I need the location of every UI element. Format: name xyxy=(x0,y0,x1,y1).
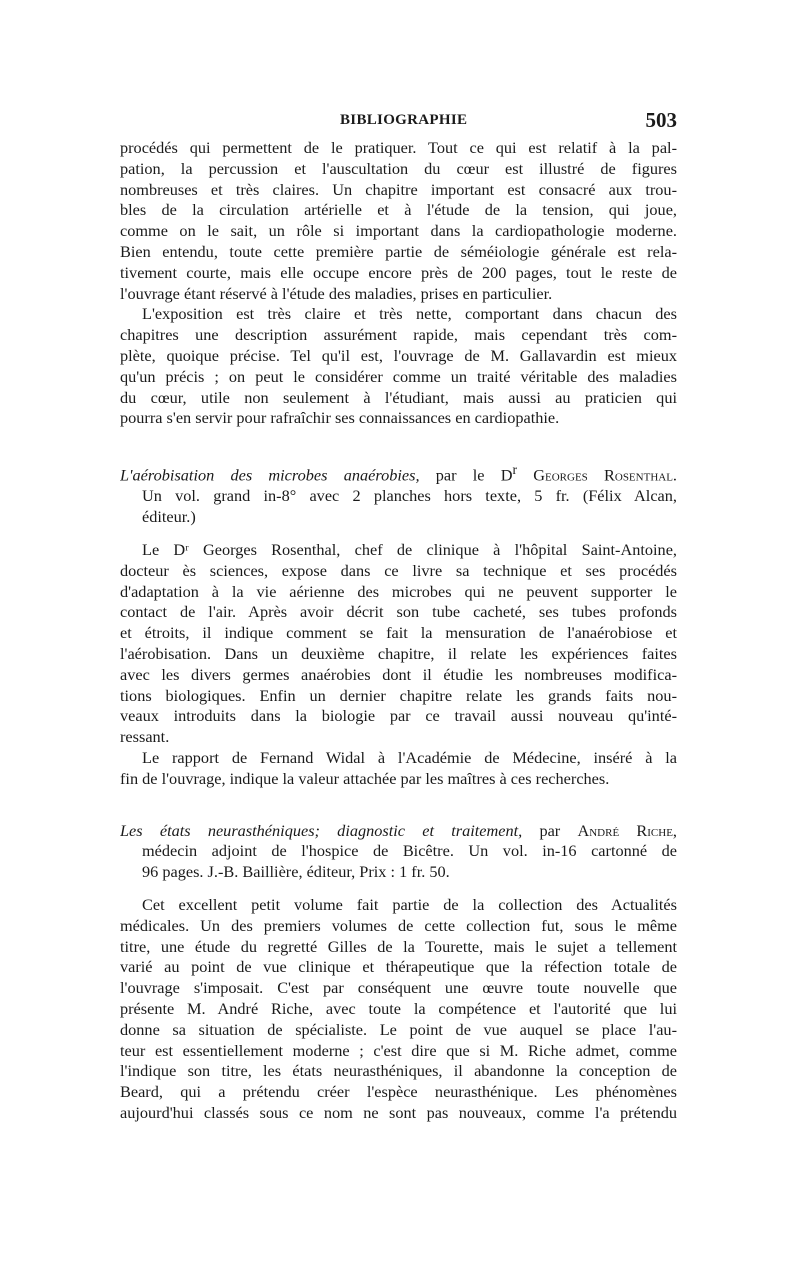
text-line: veaux introduits dans la biologie par ce travail aussi nouveau qu'inté- xyxy=(120,706,677,726)
text-line: et étroits, il indique comment se fait la mensuration de l'anaérobiose et xyxy=(120,623,677,643)
page xyxy=(120,108,677,1124)
book-author: Georges Rosenthal. xyxy=(517,465,677,485)
review-neurasthenie xyxy=(120,821,677,1124)
book-title: Les états neurasthéniques; diagnostic et traitement, xyxy=(120,820,523,840)
text-line: Cet excellent petit volume fait partie de la collection des Actualités xyxy=(142,894,677,914)
heading-sup: r xyxy=(512,462,518,478)
book-details: Un vol. grand in-8° avec 2 planches hors texte, 5 fr. (Félix Alcan, xyxy=(142,486,677,506)
text-line: teur est essentiellement moderne ; c'est dire que si M. Riche admet, comme xyxy=(120,1040,677,1060)
heading-by: par xyxy=(522,820,578,840)
text-line: qu'un précis ; on peut le considérer comme un traité véritable des maladies xyxy=(120,366,677,386)
text-line: d'adaptation à la vie aérienne des microbes qui ne peuvent supporter le xyxy=(120,581,677,601)
page-header xyxy=(120,108,677,138)
text-line: chapitres une description assurément rapide, mais cependant très com- xyxy=(120,325,677,345)
text-line: présente M. André Riche, avec toute la compétence et l'autorité que lui xyxy=(120,998,677,1018)
text-line: pation, la percussion et l'auscultation du cœur est illustré de figures xyxy=(120,158,677,178)
text-line: plète, quoique précise. Tel qu'il est, l'ouvrage de M. Gallavardin est mieux xyxy=(120,345,677,365)
text-line: du cœur, utile non seulement à l'étudiant, mais aussi au praticien qui xyxy=(120,387,677,407)
text-line: tivement courte, mais elle occupe encore près de 200 pages, tout le reste de xyxy=(120,262,677,282)
text-line: tions biologiques. Enfin un dernier chapitre relate les grands faits nou- xyxy=(120,685,677,705)
continued-review xyxy=(120,138,677,429)
book-details: éditeur.) xyxy=(142,507,196,527)
text-line: docteur ès sciences, expose dans ce livre sa technique et ses procédés xyxy=(120,560,677,580)
book-details: 96 pages. J.-B. Baillière, éditeur, Prix : 1 fr. 50. xyxy=(142,862,450,882)
text-line: Beard, qui a prétendu créer l'espèce neurasthénique. Les phénomènes xyxy=(120,1082,677,1102)
text-line: l'ouvrage s'imposait. C'est par conséquent une œuvre toute nouvelle que xyxy=(120,978,677,998)
text-line: Le Dʳ Georges Rosenthal, chef de clinique à l'hôpital Saint-Antoine, xyxy=(142,539,677,559)
running-title: BIBLIOGRAPHIE xyxy=(340,112,468,128)
text-line: donne sa situation de spécialiste. Le point de vue auquel se place l'au- xyxy=(120,1019,677,1039)
text-line: procédés qui permettent de le pratiquer. Tout ce qui est relatif à la pal- xyxy=(120,138,677,157)
review-heading xyxy=(120,821,677,842)
text-line: l'indique son titre, les états neurasthéniques, il abandonne la conception de xyxy=(120,1061,677,1081)
text-line: bles de la circulation artérielle et à l'étude de la tension, qui joue, xyxy=(120,200,677,220)
text-line: varié au point de vue clinique et thérapeutique que la réfection totale de xyxy=(120,957,677,977)
text-line: fin de l'ouvrage, indique la valeur attachée par les maîtres à ces recherches. xyxy=(120,768,610,788)
text-line: Le rapport de Fernand Widal à l'Académie de Médecine, inséré à la xyxy=(142,747,677,767)
page-number: 503 xyxy=(645,108,677,132)
text-line: L'exposition est très claire et très nette, comportant dans chacun des xyxy=(142,304,677,324)
text-line: aujourd'hui classés sous ce nom ne sont pas nouveaux, comme l'a prétendu xyxy=(120,1102,677,1122)
text-line: nombreuses et très claires. Un chapitre important est consacré aux trou- xyxy=(120,179,677,199)
review-aerobisation xyxy=(120,460,677,789)
text-line: l'aérobisation. Dans un deuxième chapitre, il relate les expériences faites xyxy=(120,643,677,663)
text-line: titre, une étude du regretté Gilles de la Tourette, mais le sujet a tellement xyxy=(120,936,677,956)
text-line: pourra s'en servir pour rafraîchir ses connaissances en cardiopathie. xyxy=(120,408,560,428)
text-line: Bien entendu, toute cette première partie de séméiologie générale est rela- xyxy=(120,241,677,261)
book-author: André Riche, xyxy=(577,820,677,840)
text-line: l'ouvrage étant réservé à l'étude des maladies, prises en particulier. xyxy=(120,283,553,303)
text-line: ressant. xyxy=(120,727,170,747)
text-line: comme on le sait, un rôle si important dans la cardiopathologie moderne. xyxy=(120,221,677,241)
book-details: médecin adjoint de l'hospice de Bicêtre. Un vol. in-16 cartonné de xyxy=(142,841,677,861)
heading-by: par le D xyxy=(419,465,513,485)
book-title: L'aérobisation des microbes anaérobies, xyxy=(120,465,420,485)
review-heading xyxy=(120,460,677,486)
text-line: contact de l'air. Après avoir décrit son tube cacheté, ses tubes profonds xyxy=(120,602,677,622)
text-line: avec les divers germes anaérobies dont il étudie les nombreuses modifica- xyxy=(120,664,677,684)
text-line: médicales. Un des premiers volumes de cette collection fut, sous le même xyxy=(120,915,677,935)
